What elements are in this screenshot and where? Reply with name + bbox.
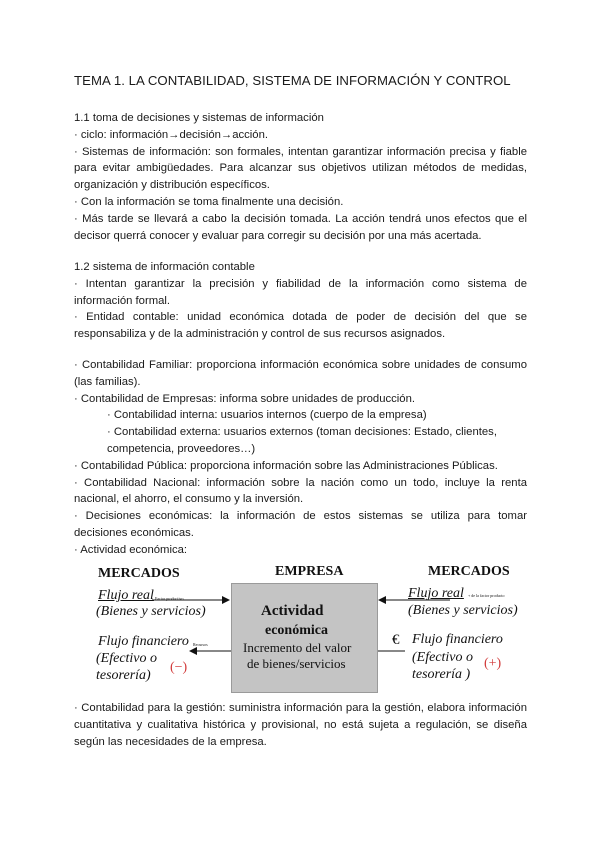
decisiones-item: · Decisiones económicas: la información de estos sistemas se utiliza para tomar decisiones económicas. xyxy=(74,510,527,539)
actividad-item: · Actividad económica: xyxy=(74,543,188,556)
section-2-heading: 1.2 sistema de información contable xyxy=(74,261,255,273)
section-1 xyxy=(74,110,527,244)
flujo-fin-right: Flujo financiero xyxy=(412,632,503,647)
bienes-left: (Bienes y servicios) xyxy=(96,604,206,619)
actividad-line-2: económica xyxy=(265,623,328,638)
bienes-right: (Bienes y servicios) xyxy=(408,603,518,618)
familiar-item: · Contabilidad Familiar: proporciona información económica sobre unidades de consumo (las familias). xyxy=(74,359,527,388)
mercados-left-label: MERCADOS xyxy=(98,566,180,581)
incremento-line-1: Incremento del valor xyxy=(243,640,352,655)
intentan-item: · Intentan garantizar la precisión y fiabilidad de la información como sistema de información formal. xyxy=(74,277,527,307)
page-title: TEMA 1. LA CONTABILIDAD, SISTEMA DE INFORMACIÓN Y CONTROL xyxy=(74,73,511,88)
gestion-paragraph xyxy=(74,700,527,750)
actividad-line-1: Actividad xyxy=(261,603,324,619)
flujo-real-left: Flujo real xyxy=(98,588,154,603)
sistemas-item: · Sistemas de información: son formales, intentan garantizar información precisa y fiable para evitar ambigüedades. Para alcanzar sus objetivos utilizan métodos de medidas, organización y distribución específicos. xyxy=(74,145,527,192)
efectivo-right-2: tesorería ) xyxy=(412,667,471,682)
mas-tarde-item: · Más tarde se llevará a cabo la decisión tomada. La acción tendrá unos efectos que el decisor querrá conocer y evaluar para corregir su decisión por una más acertada. xyxy=(74,212,527,242)
interna-item: · Contabilidad interna: usuarios internos (cuerpo de la empresa) xyxy=(107,409,427,422)
minus-sign: (−) xyxy=(170,660,188,675)
publica-item: · Contabilidad Pública: proporciona información sobre las Administraciones Públicas. xyxy=(74,459,498,472)
economic-activity-diagram xyxy=(90,562,530,692)
flujo-real-right-note: + de la factor producto xyxy=(468,593,505,598)
incremento-line-2: de bienes/servicios xyxy=(247,656,346,671)
flujo-fin-left-note: Recursos xyxy=(193,642,208,647)
flujo-real-left-note: Factor productivo xyxy=(155,596,184,601)
flujo-real-right: Flujo real xyxy=(408,586,464,601)
ciclo-item: · ciclo: información→decisión→acción. xyxy=(74,128,269,141)
plus-sign: (+) xyxy=(484,656,502,671)
mercados-right-label: MERCADOS xyxy=(428,564,510,579)
efectivo-left-2: tesorería) xyxy=(96,668,151,683)
efectivo-right-1: (Efectivo o xyxy=(412,650,474,665)
section-1-heading: 1.1 toma de decisiones y sistemas de información xyxy=(74,112,324,124)
euro-icon: € xyxy=(392,632,400,648)
contabilidad-types xyxy=(74,357,527,559)
flujo-fin-left: Flujo financiero xyxy=(98,634,189,649)
gestion-item: · Contabilidad para la gestión: suministra información para la gestión, elabora información cuantitativa y cualitativa histórica y provisional, no está sujeta a regulación, se diseña según las necesidades de la empresa. xyxy=(74,702,527,748)
externa-item: · Contabilidad externa: usuarios externos (toman decisiones: Estado, clientes, competencia, proveedores…) xyxy=(107,426,497,455)
empresa-label: EMPRESA xyxy=(275,564,344,579)
nacional-item: · Contabilidad Nacional: información sobre la nación como un todo, incluye la renta nacional, el ahorro, el consumo y la inversión. xyxy=(74,476,527,506)
entidad-item: · Entidad contable: unidad económica dotada de poder de decisión del que se responsabiliza y de la administración y control de sus recursos asignados. xyxy=(74,311,527,341)
empresas-item: · Contabilidad de Empresas: informa sobre unidades de producción. xyxy=(74,392,415,405)
section-2 xyxy=(74,259,527,343)
con-info-item: · Con la información se toma finalmente una decisión. xyxy=(74,195,344,208)
efectivo-left-1: (Efectivo o xyxy=(96,651,158,666)
